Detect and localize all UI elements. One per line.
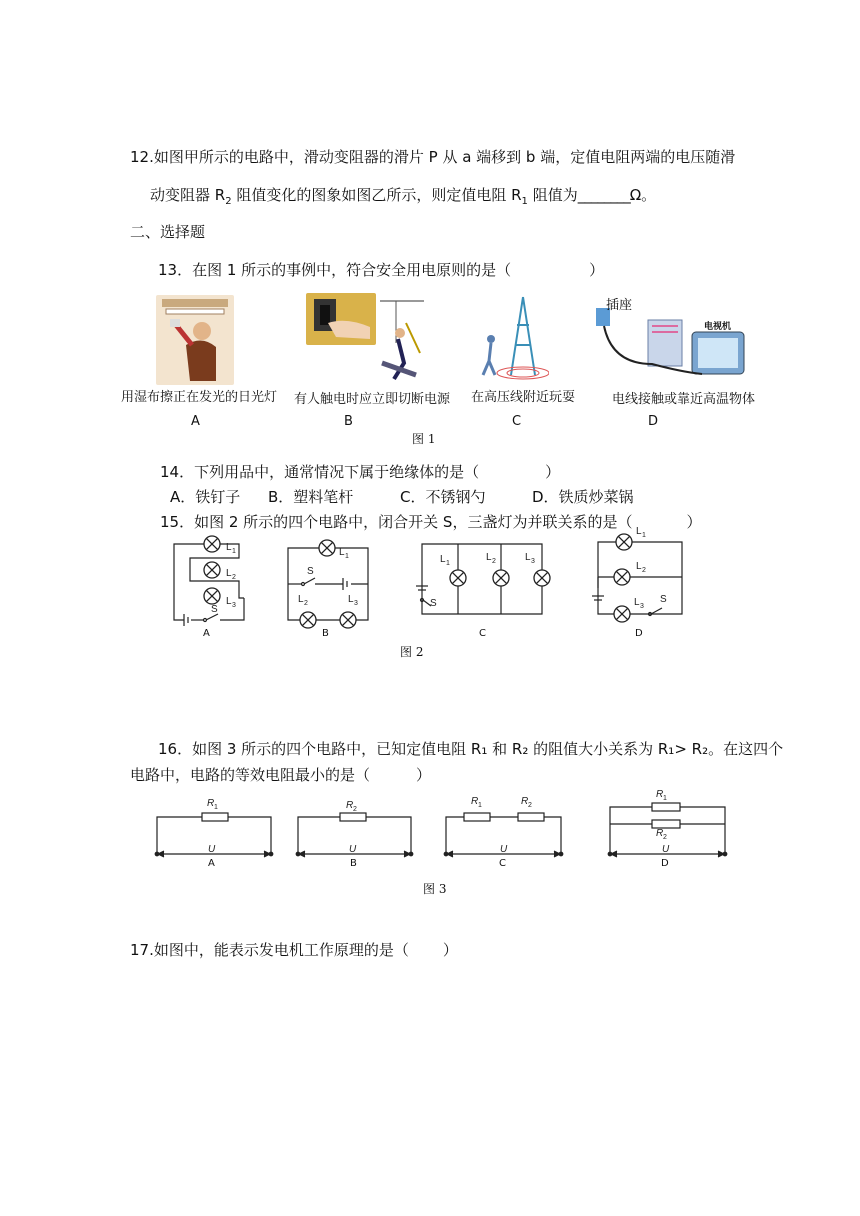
- svg-text:3: 3: [531, 558, 535, 565]
- svg-text:R: R: [346, 800, 354, 811]
- svg-text:L: L: [486, 552, 492, 563]
- svg-text:U: U: [500, 844, 508, 855]
- svg-text:2: 2: [663, 834, 667, 841]
- svg-text:S: S: [430, 598, 437, 609]
- q14-close: ）: [545, 463, 561, 481]
- q14-stem-text: 14．下列用品中，通常情况下属于绝缘体的是（: [160, 463, 480, 481]
- svg-text:3: 3: [232, 602, 236, 609]
- figure1-caption-c: 在高压线附近玩耍: [471, 390, 576, 405]
- figure2-letter-a: A: [203, 628, 210, 639]
- svg-text:S: S: [211, 604, 218, 615]
- svg-text:1: 1: [663, 795, 667, 802]
- svg-text:L: L: [226, 568, 232, 579]
- figure2-letter-c: C: [479, 628, 486, 639]
- svg-text:L: L: [636, 561, 642, 572]
- figure1-caption: 图 1: [412, 432, 436, 446]
- q14-option-b[interactable]: B．塑料笔杆: [268, 488, 354, 506]
- q14-option-c[interactable]: C．不锈钢勺: [400, 488, 486, 506]
- circuit-a: [174, 544, 244, 626]
- svg-text:1: 1: [345, 553, 349, 560]
- svg-text:3: 3: [354, 600, 358, 607]
- q12-sub-1: 1: [521, 196, 528, 207]
- figure1-letter-d: D: [648, 414, 659, 429]
- section-heading: 二、选择题: [130, 223, 206, 241]
- svg-text:L: L: [298, 594, 304, 605]
- svg-text:S: S: [660, 594, 667, 605]
- svg-text:L: L: [226, 596, 232, 607]
- figure3-caption: 图 3: [423, 882, 447, 896]
- figure1-d-socket-label: 插座: [606, 298, 633, 313]
- q14-stem: [160, 461, 560, 482]
- svg-text:2: 2: [353, 806, 357, 813]
- figure2-letter-d: D: [635, 628, 643, 639]
- q13-stem: [158, 259, 604, 280]
- figure2-caption: 图 2: [400, 645, 424, 659]
- figure1-a-image: [156, 295, 234, 385]
- svg-text:L: L: [339, 547, 345, 558]
- figure1-letter-b: B: [344, 414, 353, 429]
- figure2-letter-b: B: [322, 628, 329, 639]
- figure1-caption-a: 用湿布擦正在发光的日光灯: [121, 390, 278, 405]
- q14-option-d[interactable]: D．铁质炒菜锅: [532, 488, 634, 506]
- q16-stem-text: 电路中，电路的等效电阻最小的是（: [130, 766, 371, 784]
- figure1-d-tv-label: 电视机: [704, 322, 732, 332]
- wet-cloth-lamp-illustration: [156, 295, 234, 385]
- svg-text:L: L: [636, 526, 642, 537]
- svg-text:U: U: [349, 844, 357, 855]
- electric-shock-rescue-illustration: [376, 293, 426, 385]
- figure1-letter-c: C: [512, 414, 522, 429]
- figure1-letter-a: A: [191, 414, 200, 429]
- figure1-b-switch-image: [306, 293, 376, 345]
- svg-text:1: 1: [214, 804, 218, 811]
- q12-answer-blank[interactable]: ________: [577, 186, 630, 204]
- svg-text:1: 1: [232, 548, 236, 555]
- svg-text:2: 2: [492, 558, 496, 565]
- q14-option-a[interactable]: A．铁钉子: [170, 488, 241, 506]
- q12-text-c: 阻值为: [527, 186, 578, 204]
- q16-line1: 16．如图 3 所示的四个电路中，已知定值电阻 R₁ 和 R₂ 的阻值大小关系为 R₁> R₂。在这四个: [158, 740, 784, 758]
- figure1-caption-d: 电线接触或靠近高温物体: [612, 392, 756, 407]
- figure3-letter-b: B: [350, 858, 357, 869]
- q15-stem-text: 15．如图 2 所示的四个电路中，闭合开关 S，三盏灯为并联关系的是（: [160, 513, 633, 531]
- svg-text:U: U: [208, 844, 216, 855]
- svg-text:S: S: [307, 566, 314, 577]
- svg-text:2: 2: [642, 567, 646, 574]
- svg-text:R: R: [521, 796, 529, 807]
- q17-close: ）: [442, 941, 458, 959]
- switch-hand-illustration: [306, 293, 376, 345]
- q16-close: ）: [416, 766, 432, 784]
- q13-close: ）: [589, 261, 605, 279]
- figure3-circuits: [150, 786, 740, 878]
- svg-text:3: 3: [640, 603, 644, 610]
- svg-text:2: 2: [528, 802, 532, 809]
- svg-text:1: 1: [446, 560, 450, 567]
- q15-close: ）: [686, 513, 702, 531]
- q12-line2: [150, 184, 656, 207]
- svg-text:2: 2: [232, 574, 236, 581]
- svg-text:1: 1: [642, 532, 646, 539]
- svg-text:R: R: [656, 828, 664, 839]
- svg-text:1: 1: [478, 802, 482, 809]
- svg-text:2: 2: [304, 600, 308, 607]
- figure1-caption-b: 有人触电时应立即切断电源: [294, 392, 451, 407]
- q17-stem-text: 17.如图中，能表示发电机工作原理的是（: [130, 941, 409, 959]
- figure3-letter-a: A: [208, 858, 215, 869]
- high-voltage-tower-illustration: [477, 295, 549, 385]
- q12-text-a: 动变阻器 R: [150, 186, 226, 204]
- figure3-letter-d: D: [661, 858, 669, 869]
- figure1-b-rescue-image: [376, 293, 426, 385]
- q12-line1: 12.如图甲所示的电路中，滑动变阻器的滑片 P 从 a 端移到 b 端，定值电阻两端的电压随滑: [130, 148, 736, 166]
- q16-line2: [130, 764, 431, 785]
- figure1-c-image: [477, 295, 549, 385]
- svg-text:R: R: [656, 789, 664, 800]
- svg-text:L: L: [226, 542, 232, 553]
- svg-text:R: R: [471, 796, 479, 807]
- svg-text:L: L: [440, 554, 446, 565]
- q13-stem-text: 13．在图 1 所示的事例中，符合安全用电原则的是（: [158, 261, 512, 279]
- circuit-b: [288, 548, 368, 620]
- figure3-letter-c: C: [499, 858, 506, 869]
- q12-text-b: 阻值变化的图象如图乙所示，则定值电阻 R: [231, 186, 522, 204]
- svg-text:R: R: [207, 798, 215, 809]
- svg-text:L: L: [634, 597, 640, 608]
- svg-text:U: U: [662, 844, 670, 855]
- q12-sub-2: 2: [225, 196, 232, 207]
- svg-text:L: L: [525, 552, 531, 563]
- q17-stem: [130, 939, 458, 960]
- q12-unit: Ω。: [629, 186, 657, 204]
- svg-text:L: L: [348, 594, 354, 605]
